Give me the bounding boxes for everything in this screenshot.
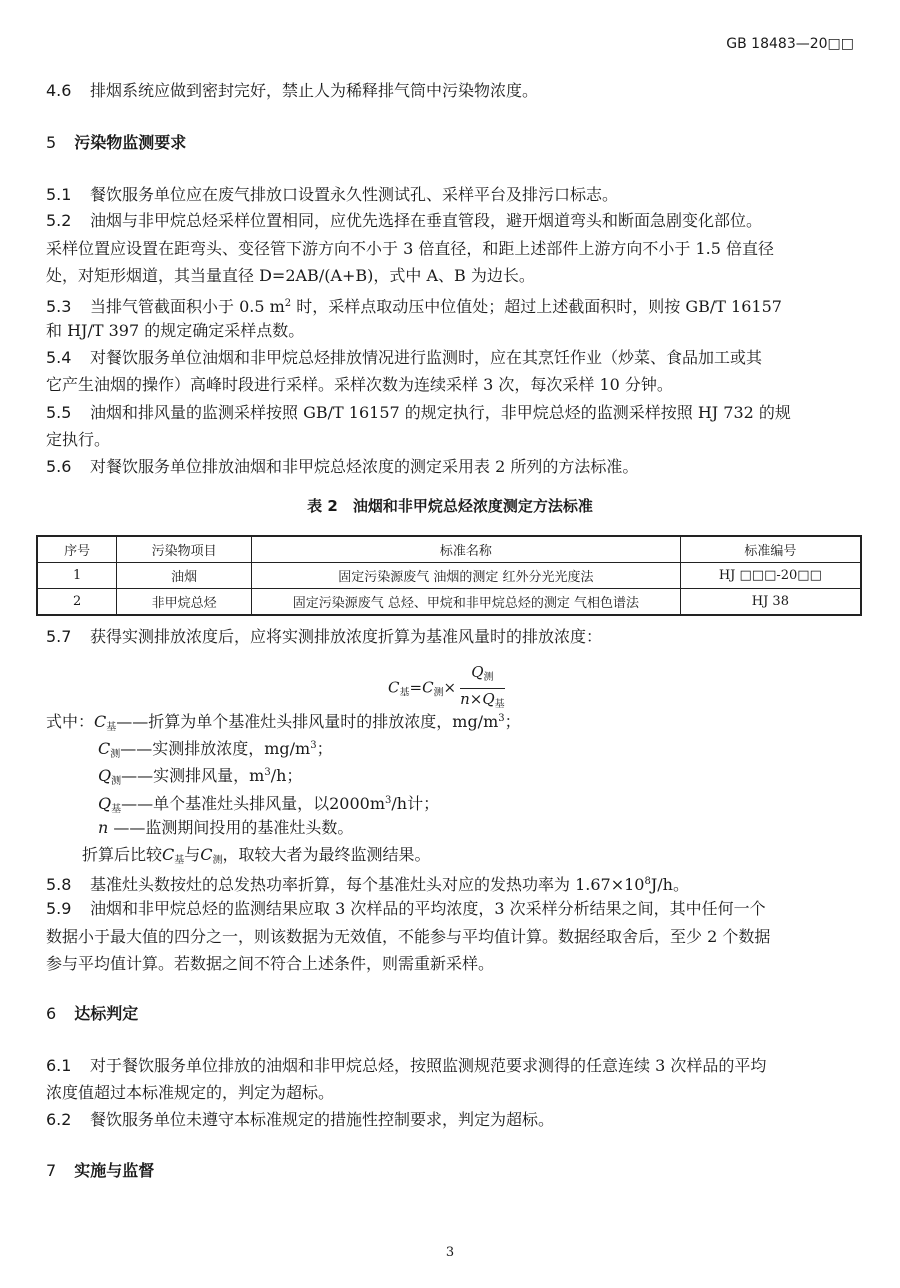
section-title: 污染物监测要求: [74, 133, 187, 152]
clause-number: 6.2: [46, 1110, 72, 1129]
superscript: 3: [264, 767, 271, 778]
section-title: 实施与监督: [74, 1161, 155, 1180]
clause-6-1-line-1: [46, 1055, 852, 1077]
clause-number: 5.7: [46, 627, 72, 646]
definition-text: ——实测排风量，m: [121, 766, 265, 785]
superscript: 8: [644, 876, 651, 887]
table-cell: 非甲烷总烃: [117, 589, 252, 616]
table-2-title: 表 2 油烟和非甲烷总烃浓度测定方法标准: [307, 497, 593, 515]
definition-tail: ；: [504, 712, 521, 731]
note-symbol: C: [200, 845, 213, 864]
clause-text: 油烟和非甲烷总烃的监测结果应取 3 次样品的平均浓度，3 次采样分析结果之间，其中任何一个: [90, 899, 766, 918]
table-header-row: [37, 536, 861, 563]
clause-number: 5.1: [46, 185, 72, 204]
superscript: 3: [310, 740, 317, 751]
table-cell: HJ □□□-20□□: [680, 563, 861, 589]
clause-number: 5.9: [46, 899, 72, 918]
clause-text: 基准灶头数按灶的总发热功率折算，每个基准灶头对应的发热功率为 1.67×10: [90, 875, 645, 894]
section-6-heading: [46, 1003, 852, 1025]
formula-symbol: n×Q: [460, 690, 495, 708]
definition-subscript: 测: [110, 749, 121, 760]
table-cell: 2: [37, 589, 117, 616]
clause-5-2-line-3: 处，对矩形烟道，其当量直径 D=2AB/(A+B)，式中 A、B 为边长。: [46, 266, 535, 285]
clause-5-4-line-1: [46, 347, 852, 369]
clause-5-8: [46, 871, 852, 896]
clause-5-6: [46, 456, 852, 478]
section-number: 5: [46, 133, 57, 152]
clause-5-2-line-1: [46, 210, 852, 232]
clause-text: 油烟和排风量的监测采样按照 GB/T 16157 的规定执行，非甲烷总烃的监测采样按照 HJ 732 的规: [90, 403, 791, 422]
section-title: 达标判定: [74, 1004, 139, 1023]
section-number: 7: [46, 1161, 57, 1180]
definition-line-5: [98, 817, 852, 839]
header-cell: 标准编号: [680, 536, 861, 563]
table-2: [36, 535, 862, 616]
clause-text: 获得实测排放浓度后，应将实测排放浓度折算为基准风量时的排放浓度：: [90, 627, 603, 646]
table-cell: 1: [37, 563, 117, 589]
definition-symbol: C: [98, 739, 111, 758]
page-number: 3: [445, 1245, 455, 1260]
clause-number: 6.1: [46, 1056, 72, 1075]
header-cell: 标准名称: [251, 536, 680, 563]
fraction-numerator: [460, 662, 505, 689]
comparison-note: [82, 844, 852, 872]
standard-number: GB 18483—20□□: [726, 36, 854, 52]
clause-text: 时，采样点取动压中位值处；超过上述截面积时，则按 GB/T 16157: [291, 297, 782, 316]
note-text: 与: [184, 845, 201, 864]
note-text: 折算后比较: [82, 845, 163, 864]
clause-number: 5.4: [46, 348, 72, 367]
clause-5-7: [46, 626, 852, 648]
superscript: 3: [385, 795, 392, 806]
definition-tail: /h计；: [391, 794, 440, 813]
table-cell: 油烟: [117, 563, 252, 589]
formula-symbol: Q: [471, 663, 484, 681]
table-cell: 固定污染源废气 总烃、甲烷和非甲烷总烃的测定 气相色谱法: [251, 589, 680, 616]
clause-number: 5.3: [46, 297, 72, 316]
clause-text: 对餐饮服务单位油烟和非甲烷总烃排放情况进行监测时，应在其烹饪作业（炒菜、食品加工或其: [90, 348, 763, 367]
section-7-heading: [46, 1160, 852, 1182]
definition-symbol: Q: [98, 766, 112, 785]
note-symbol: C: [162, 845, 175, 864]
clause-5-2-line-2: 采样位置应设置在距弯头、变径管下游方向不小于 3 倍直径，和距上述部件上游方向不小于 1.5 倍直径: [46, 239, 774, 258]
formula-subscript: 测: [483, 672, 494, 683]
clause-text: J/h。: [650, 875, 689, 894]
clause-text: 餐饮服务单位应在废气排放口设置永久性测试孔、采样平台及排污口标志。: [90, 185, 619, 204]
definition-line-3: [98, 762, 852, 793]
formula-symbol: C: [422, 678, 434, 697]
clause-5-1: [46, 184, 852, 206]
superscript: 3: [498, 713, 505, 724]
definition-text: ——实测排放浓度，mg/m: [120, 739, 311, 758]
definition-subscript: 测: [111, 776, 122, 787]
clause-number: 4.6: [46, 81, 72, 100]
table-cell: 固定污染源废气 油烟的测定 红外分光光度法: [251, 563, 680, 589]
clause-number: 5.5: [46, 403, 72, 422]
clause-5-3-line-1: [46, 293, 852, 318]
section-5-heading: [46, 132, 852, 154]
clause-5-9-line-2: 数据小于最大值的四分之一，则该数据为无效值，不能参与平均值计算。数据经取舍后，至少 2 个数据: [46, 927, 771, 946]
clause-text: 排烟系统应做到密封完好，禁止人为稀释排气筒中污染物浓度。: [90, 81, 539, 100]
clause-5-5-line-1: [46, 402, 852, 424]
clause-6-1-line-2: 浓度值超过本标准规定的，判定为超标。: [46, 1083, 335, 1102]
clause-text: 对于餐饮服务单位排放的油烟和非甲烷总烃，按照监测规范要求测得的任意连续 3 次样品的平均: [90, 1056, 767, 1075]
note-subscript: 测: [212, 855, 223, 866]
clause-6-2: [46, 1109, 852, 1131]
clause-5-5-line-2: 定执行。: [46, 430, 111, 449]
header-cell: 污染物项目: [117, 536, 252, 563]
definition-text: ——单个基准灶头排风量，以2000m: [121, 794, 386, 813]
formula-subscript: 基: [399, 687, 410, 699]
definition-tail: ；: [316, 739, 333, 758]
clause-text: 对餐饮服务单位排放油烟和非甲烷总烃浓度的测定采用表 2 所列的方法标准。: [90, 457, 639, 476]
clause-number: 5.2: [46, 211, 72, 230]
note-text: ，取较大者为最终监测结果。: [222, 845, 431, 864]
clause-text: 油烟与非甲烷总烃采样位置相同，应优先选择在垂直管段，避开烟道弯头和断面急剧变化部位。: [90, 211, 763, 230]
formula-operator: =: [409, 678, 423, 697]
clause-5-9-line-3: 参与平均值计算。若数据之间不符合上述条件，则需重新采样。: [46, 954, 495, 973]
where-intro: 式中：: [46, 712, 95, 731]
formula-subscript: 基: [494, 699, 505, 710]
table-row: [37, 563, 861, 589]
formula-subscript: 测: [433, 687, 444, 699]
clause-number: 5.6: [46, 457, 72, 476]
definition-symbol: C: [94, 712, 107, 731]
definition-subscript: 基: [111, 804, 122, 815]
formula-symbol: C: [388, 678, 400, 697]
table-cell: HJ 38: [680, 589, 861, 616]
definition-subscript: 基: [106, 722, 117, 733]
formula-operator: ×: [443, 678, 457, 697]
clause-5-4-line-2: 它产生油烟的操作）高峰时段进行采样。采样次数为连续采样 3 次，每次采样 10 分钟。: [46, 375, 673, 394]
definition-symbol: Q: [98, 794, 112, 813]
clause-number: 5.8: [46, 875, 72, 894]
definition-text: ——监测期间投用的基准灶头数。: [108, 818, 354, 837]
definition-text: ——折算为单个基准灶头排风量时的排放浓度，mg/m: [116, 712, 499, 731]
clause-5-3-line-2: 和 HJ/T 397 的规定确定采样点数。: [46, 321, 305, 340]
header-cell: 序号: [37, 536, 117, 563]
definition-tail: /h；: [270, 766, 303, 785]
clause-text: 当排气管截面积小于 0.5 m: [90, 297, 285, 316]
clause-text: 餐饮服务单位未遵守本标准规定的措施性控制要求，判定为超标。: [90, 1110, 555, 1129]
definition-symbol: n: [98, 818, 109, 837]
superscript: 2: [284, 298, 292, 309]
clause-4-6: [46, 80, 852, 102]
note-subscript: 基: [174, 855, 185, 866]
section-number: 6: [46, 1004, 57, 1023]
clause-5-9-line-1: [46, 898, 852, 920]
table-row: [37, 589, 861, 616]
